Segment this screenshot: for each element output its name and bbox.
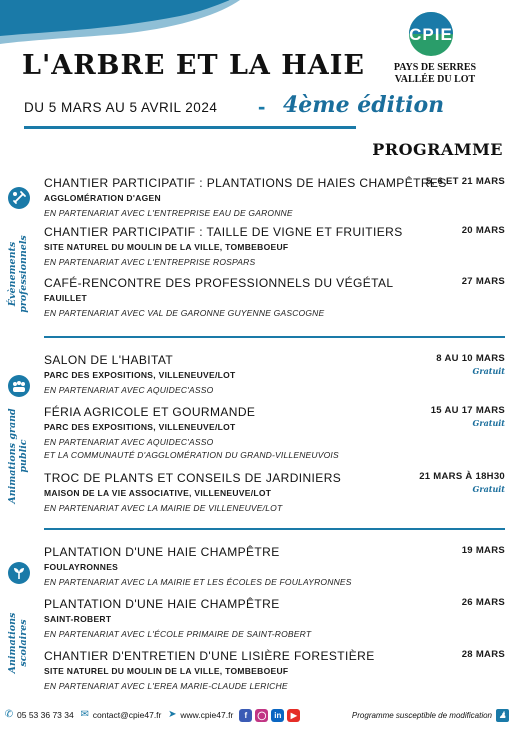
section-divider (44, 528, 505, 530)
event-date: 27 MARS (461, 276, 505, 287)
cpie-logo (398, 10, 464, 60)
event-partner: EN PARTENARIAT AVEC LA MAIRIE DE VILLENEUVE/LOT (44, 503, 283, 513)
event-date: 5, 6 ET 21 MARS (426, 176, 505, 187)
event-item (44, 597, 505, 639)
mail-icon: ✉ (80, 709, 89, 720)
event-item (44, 353, 505, 395)
footer-phone[interactable] (4, 710, 74, 720)
youtube-icon[interactable]: ▶ (287, 709, 300, 722)
footer-email[interactable] (80, 710, 162, 720)
event-partner: EN PARTENARIAT AVEC L'EREA MARIE-CLAUDE LERICHE (44, 681, 288, 691)
event-partner: EN PARTENARIAT AVEC LA MAIRIE ET LES ÉCOLES DE FOULAYRONNES (44, 577, 352, 587)
event-partner: EN PARTENARIAT AVEC L'ENTREPRISE ROSPARS (44, 257, 256, 267)
event-item (44, 405, 505, 460)
event-title: PLANTATION D'UNE HAIE CHAMPÊTRE (44, 597, 280, 611)
footer-website[interactable] (167, 710, 233, 720)
accessibility-icon: ♟ (496, 709, 509, 722)
section-divider (44, 336, 505, 338)
title-underline (24, 126, 356, 129)
free-badge: Gratuit (472, 366, 505, 376)
event-partner: EN PARTENARIAT AVEC L'ENTREPRISE EAU DE GARONNE (44, 208, 293, 218)
event-title: SALON DE L'HABITAT (44, 353, 174, 367)
modification-note: Programme susceptible de modification (351, 710, 492, 720)
edition-label: 4ème édition (283, 92, 445, 118)
event-title: PLANTATION D'UNE HAIE CHAMPÊTRE (44, 545, 280, 559)
event-item (44, 276, 505, 318)
sprout-icon (8, 562, 30, 584)
event-item (44, 176, 505, 218)
section-scolaires-side (2, 560, 36, 700)
event-date: 26 MARS (461, 597, 505, 608)
event-partner: EN PARTENARIAT AVEC AQUIDEC'ASSO (44, 385, 214, 395)
footer-note (352, 709, 509, 722)
brand-line-2: VALLÉE DU LOT (394, 74, 476, 85)
event-item (44, 649, 505, 691)
event-place: FOULAYRONNES (44, 562, 119, 572)
event-item (44, 545, 505, 587)
section-professionnels-side (2, 185, 36, 325)
section-label-scolaires: Animations scolaires (7, 612, 29, 674)
event-partner: ET LA COMMUNAUTÉ D'AGGLOMÉRATION DU GRAND-VILLENEUVOIS (44, 450, 339, 460)
event-partner: EN PARTENARIAT AVEC AQUIDEC'ASSO (44, 437, 214, 447)
tools-icon (8, 187, 30, 209)
instagram-icon[interactable]: ◯ (255, 709, 268, 722)
event-place: AGGLOMÉRATION D'AGEN (44, 193, 161, 203)
event-place: FAUILLET (44, 293, 88, 303)
event-dates: DU 5 MARS AU 5 AVRIL 2024 (24, 100, 218, 115)
event-title: FÉRIA AGRICOLE ET GOURMANDE (44, 405, 256, 419)
cpie-logo-text: CPIE (409, 25, 453, 44)
free-badge: Gratuit (472, 418, 505, 428)
event-date: 8 AU 10 MARS (436, 353, 505, 364)
event-place: SITE NATUREL DU MOULIN DE LA VILLE, TOMBEBOEUF (44, 242, 289, 252)
page-title: L'ARBRE ET LA HAIE (22, 50, 365, 81)
facebook-icon[interactable]: f (239, 709, 252, 722)
phone-number: 05 53 36 73 34 (17, 710, 74, 720)
event-place: PARC DES EXPOSITIONS, VILLENEUVE/LOT (44, 370, 236, 380)
section-grand-public-side (2, 373, 36, 523)
event-item (44, 471, 505, 513)
crowd-icon (8, 375, 30, 397)
event-place: PARC DES EXPOSITIONS, VILLENEUVE/LOT (44, 422, 236, 432)
section-label-professionnels: Évènements professionnels (7, 235, 29, 313)
event-partner: EN PARTENARIAT AVEC VAL DE GARONNE GUYENNE GASCOGNE (44, 308, 325, 318)
event-date: 19 MARS (461, 545, 505, 556)
programme-heading: PROGRAMME (372, 140, 503, 159)
event-date: 15 AU 17 MARS (430, 405, 505, 416)
event-title: CAFÉ-RENCONTRE DES PROFESSIONNELS DU VÉGÉTAL (44, 276, 394, 290)
event-date: 20 MARS (461, 225, 505, 236)
event-title: CHANTIER PARTICIPATIF : TAILLE DE VIGNE ET FRUITIERS (44, 225, 403, 239)
free-badge: Gratuit (472, 484, 505, 494)
event-partner: EN PARTENARIAT AVEC L'ÉCOLE PRIMAIRE DE SAINT-ROBERT (44, 629, 312, 639)
event-place: SITE NATUREL DU MOULIN DE LA VILLE, TOMBEBOEUF (44, 666, 289, 676)
brand-line-1: PAYS DE SERRES (393, 62, 477, 73)
email-address: contact@cpie47.fr (92, 710, 162, 720)
phone-icon: ✆ (4, 709, 14, 720)
linkedin-icon[interactable]: in (271, 709, 284, 722)
event-place: SAINT-ROBERT (44, 614, 112, 624)
cursor-icon: ➤ (168, 709, 177, 720)
event-date: 28 MARS (461, 649, 505, 660)
website-url: www.cpie47.fr (180, 710, 234, 720)
event-place: MAISON DE LA VIE ASSOCIATIVE, VILLENEUVE/LOT (44, 488, 272, 498)
title-dash: - (258, 94, 266, 119)
event-date: 21 MARS À 18H30 (419, 471, 505, 482)
social-links (239, 709, 303, 722)
event-title: CHANTIER D'ENTRETIEN D'UNE LISIÈRE FORESTIÈRE (44, 649, 375, 663)
event-title: CHANTIER PARTICIPATIF : PLANTATIONS DE HAIES CHAMPÊTRES (44, 176, 447, 190)
section-label-grand-public: Animations grand public (7, 408, 29, 504)
event-item (44, 225, 505, 267)
footer (4, 707, 509, 723)
event-title: TROC DE PLANTS ET CONSEILS DE JARDINIERS (44, 471, 342, 485)
